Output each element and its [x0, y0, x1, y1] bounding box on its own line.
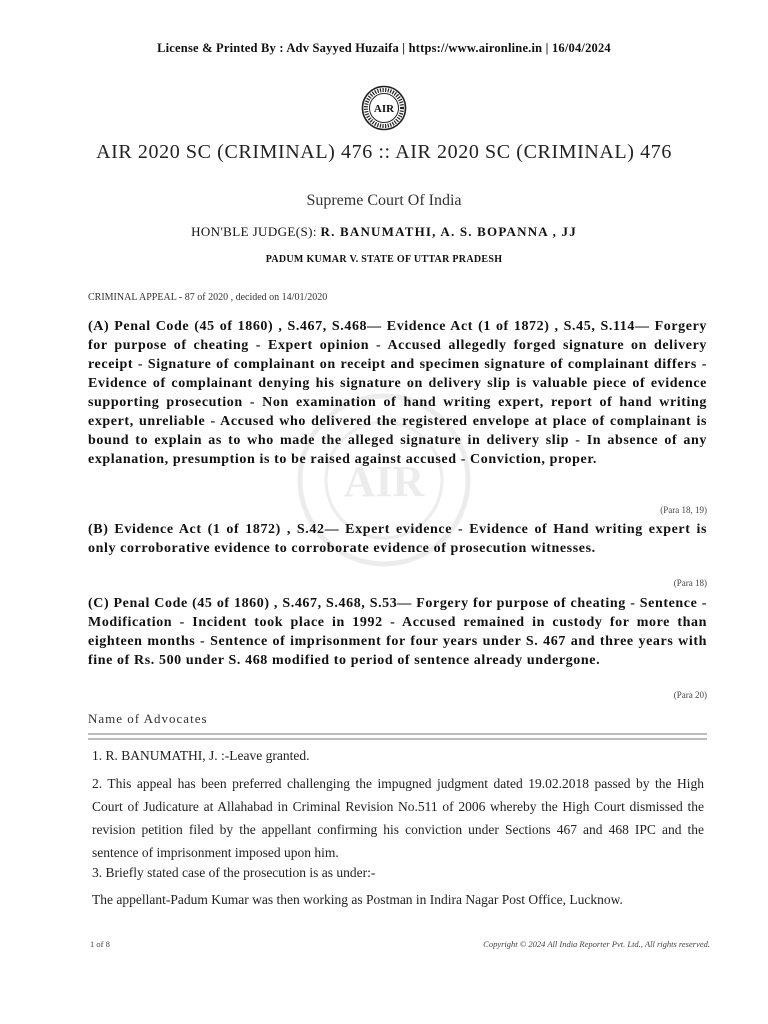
copyright-notice: Copyright © 2024 All India Reporter Pvt. Ltd., All rights reserved.: [483, 939, 710, 949]
judges-prefix: HON'BLE JUDGE(S):: [191, 224, 317, 239]
advocates-heading[interactable]: Name of Advocates: [88, 711, 208, 726]
license-header: License & Printed By : Adv Sayyed Huzaifa | https://www.aironline.in | 16/04/2024: [157, 41, 611, 55]
headnote-b: (B) Evidence Act (1 of 1872) , S.42— Expert evidence - Evidence of Hand writing expert is only corroborative evidence to corroborate evidence of prosecution witnesses.: [88, 522, 707, 556]
logo-text: AIR: [373, 103, 395, 115]
headnote-b-para: (Para 18): [673, 578, 707, 588]
divider: [88, 738, 707, 740]
body-paragraph-1: 1. R. BANUMATHI, J. :-Leave granted.: [92, 748, 310, 763]
headnote-a: (A) Penal Code (45 of 1860) , S.467, S.468— Evidence Act (1 of 1872) , S.45, S.114— Forgery for purpose of cheating - Expert opinion - Accused allegedly forged signature on delivery receipt - Signature of complainant on receipt and specimen signature of complainant differs - Evidence of complainant denying his signature on delivery slip is valuable piece of evidence supporting prosecution - Non examination of hand writing expert, report of hand writing expert, unreliable - Accused who delivered the registered envelope at place of complainant is bound to explain as to who made the alleged signature in delivery slip - In absence of any explanation, presumption is to be raised against accused - Conviction, proper.: [88, 319, 707, 467]
citation-title: AIR 2020 SC (CRIMINAL) 476 :: AIR 2020 SC (CRIMINAL) 476: [96, 141, 672, 163]
judges-names: R. BANUMATHI, A. S. BOPANNA , JJ: [320, 224, 577, 239]
headnote-c-para: (Para 20): [673, 690, 707, 700]
page-number: 1 of 8: [90, 939, 110, 949]
court-name: Supreme Court Of India: [306, 192, 462, 209]
divider: [88, 733, 707, 735]
svg-text:AIR: AIR: [343, 457, 425, 506]
case-parties: PADUM KUMAR V. STATE OF UTTAR PRADESH: [265, 254, 503, 265]
headnote-a-para: (Para 18, 19): [660, 505, 707, 515]
body-paragraph-4: The appellant-Padum Kumar was then working as Postman in Indira Nagar Post Office, Lucknow.: [92, 892, 623, 907]
air-seal-icon: [361, 85, 407, 131]
judges-line: [0, 224, 768, 240]
case-number-line: CRIMINAL APPEAL - 87 of 2020 , decided on 14/01/2020: [88, 292, 328, 303]
body-paragraph-2: 2. This appeal has been preferred challenging the impugned judgment dated 19.02.2018 passed by the High Court of Judicature at Allahabad in Criminal Revision No.511 of 2006 whereby the High Court dismissed the revision petition filed by the appellant confirming his conviction under Sections 467 and 468 IPC and the sentence of imprisonment imposed upon him.: [92, 776, 704, 860]
headnote-c: (C) Penal Code (45 of 1860) , S.467, S.468, S.53— Forgery for purpose of cheating - Sentence - Modification - Incident took place in 1992 - Accused remained in custody for more than eighteen months - Sentence of imprisonment for four years under S. 467 and three years with fine of Rs. 500 under S. 468 modified to period of sentence already undergone.: [88, 596, 707, 668]
body-paragraph-3: 3. Briefly stated case of the prosecution is as under:-: [92, 865, 376, 880]
